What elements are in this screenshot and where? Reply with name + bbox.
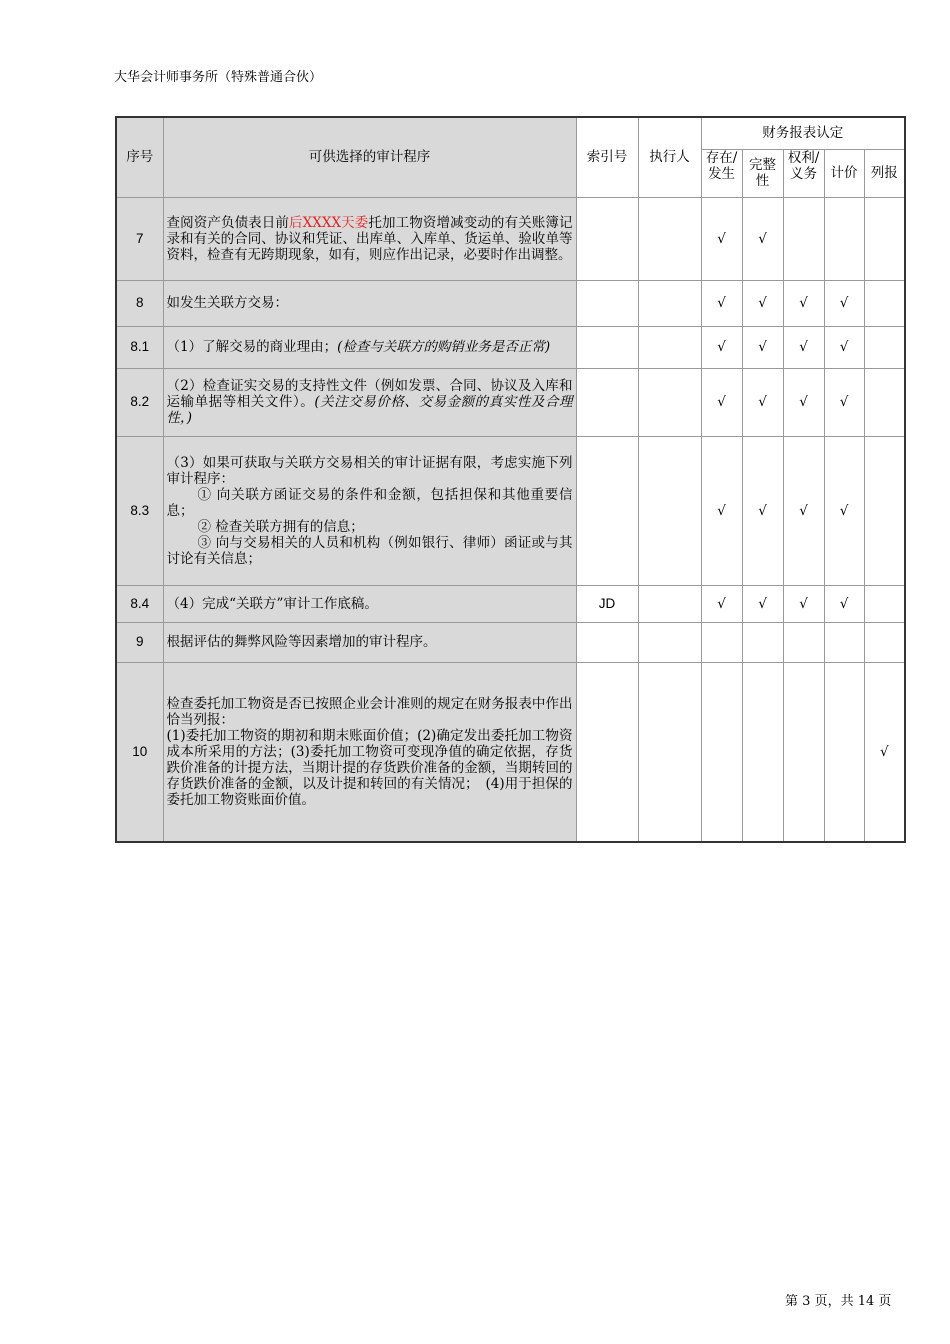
check-valuation: √ (824, 326, 864, 368)
index-cell (576, 197, 638, 280)
italic-note: (检查与关联方的购销业务是否正常) (337, 339, 551, 355)
procedure-text: （1）了解交易的商业理由；(检查与关联方的购销业务是否正常) (163, 326, 576, 368)
table-row (116, 436, 905, 585)
procedure-text: 如发生关联方交易： (163, 280, 576, 326)
check-rights: √ (783, 326, 824, 368)
check-rights: √ (783, 436, 824, 585)
check-completeness: √ (742, 436, 783, 585)
check-existence (701, 622, 742, 662)
check-completeness: √ (742, 585, 783, 622)
header-index: 索引号 (576, 117, 638, 197)
procedure-text: （4）完成“关联方”审计工作底稿。 (163, 585, 576, 622)
sub-step: ③ 向与交易相关的人员和机构（例如银行、律师）函证或与其讨论有关信息； (166, 534, 573, 567)
executor-cell (638, 280, 701, 326)
check-existence (701, 662, 742, 842)
procedure-text: 根据评估的舞弊风险等因素增加的审计程序。 (163, 622, 576, 662)
index-cell (576, 368, 638, 436)
table-row (116, 280, 905, 326)
procedure-text: （2）检查证实交易的支持性文件（例如发票、合同、协议及入库和运输单据等相关文件）。(关注交易价格、交易金额的真实性及合理性，) (163, 368, 576, 436)
table-row (116, 326, 905, 368)
sub-step: ① 向关联方函证交易的条件和金额，包括担保和其他重要信息； (166, 486, 573, 519)
check-completeness: √ (742, 326, 783, 368)
check-presentation (864, 436, 905, 585)
index-cell (576, 280, 638, 326)
sub-step: ② 检查关联方拥有的信息； (197, 518, 364, 535)
check-completeness: √ (742, 280, 783, 326)
check-rights (783, 662, 824, 842)
row-number: 8.2 (116, 368, 163, 436)
check-presentation (864, 585, 905, 622)
check-presentation (864, 326, 905, 368)
row-number: 8.3 (116, 436, 163, 585)
check-rights: √ (783, 368, 824, 436)
header-rights: 权利/义务 (783, 149, 824, 197)
header-assertions: 财务报表认定 (701, 117, 905, 149)
check-presentation (864, 197, 905, 280)
check-completeness: √ (742, 197, 783, 280)
header-executor: 执行人 (638, 117, 701, 197)
check-completeness: √ (742, 368, 783, 436)
executor-cell (638, 662, 701, 842)
check-existence: √ (701, 326, 742, 368)
check-presentation: √ (864, 662, 905, 842)
procedure-text: 查阅资产负债表日前后XXXX天委托加工物资增减变动的有关账簿记录和有关的合同、协议和凭证、出库单、入库单、货运单、验收单等资料，检查有无跨期现象，如有，则应作出记录，必要时作出调整。 (163, 197, 576, 280)
header-existence: 存在/发生 (701, 149, 742, 197)
index-cell (576, 326, 638, 368)
executor-cell (638, 436, 701, 585)
firm-name: 大华会计师事务所（特殊普通合伙） (114, 70, 323, 85)
check-rights: √ (783, 585, 824, 622)
executor-cell (638, 368, 701, 436)
check-presentation (864, 368, 905, 436)
italic-note: (关注交易价格、交易金额的真实性及合理性，) (166, 394, 573, 426)
header-completeness: 完整性 (742, 149, 783, 197)
table-row (116, 622, 905, 662)
check-valuation: √ (824, 368, 864, 436)
index-cell (576, 622, 638, 662)
executor-cell (638, 326, 701, 368)
check-existence: √ (701, 368, 742, 436)
row-number: 8.1 (116, 326, 163, 368)
procedure-text: 检查委托加工物资是否已按照企业会计准则的规定在财务报表中作出恰当列报： (1)委托加工物资的期初和期末账面价值；(2)确定发出委托加工物资成本所采用的方法；(3)委托加工物资可变现净值的确定依据，存货跌价准备的计提方法，当期计提的存货跌价准备的金额，当期转回的存货跌价准备的金额，以及计提和转回的有关情况； (4)用于担保的委托加工物资账面价值。 (163, 662, 576, 842)
header-seq: 序号 (116, 117, 163, 197)
check-valuation: √ (824, 280, 864, 326)
executor-cell (638, 622, 701, 662)
highlighted-text: 后XXXX天委 (289, 214, 369, 231)
check-rights (783, 197, 824, 280)
row-number: 7 (116, 197, 163, 280)
audit-procedure-table (115, 116, 906, 843)
check-valuation (824, 662, 864, 842)
header-valuation: 计价 (824, 149, 864, 197)
table-row (116, 368, 905, 436)
check-existence: √ (701, 280, 742, 326)
check-rights (783, 622, 824, 662)
executor-cell (638, 197, 701, 280)
index-cell (576, 436, 638, 585)
check-existence: √ (701, 436, 742, 585)
procedure-text: （3）如果可获取与关联方交易相关的审计证据有限，考虑实施下列审计程序： ① 向关联方函证交易的条件和金额，包括担保和其他重要信息； ② 检查关联方拥有的信息； ③ 向与交易相关的人员和机构（例如银行、律师）函证或与其讨论有关信息； (163, 436, 576, 585)
row-number: 9 (116, 622, 163, 662)
check-presentation (864, 280, 905, 326)
index-cell: JD (576, 585, 638, 622)
check-completeness (742, 662, 783, 842)
header-procedure: 可供选择的审计程序 (163, 117, 576, 197)
check-valuation: √ (824, 585, 864, 622)
check-existence: √ (701, 197, 742, 280)
index-cell (576, 662, 638, 842)
row-number: 8 (116, 280, 163, 326)
check-valuation (824, 197, 864, 280)
row-number: 10 (116, 662, 163, 842)
header-presentation: 列报 (864, 149, 905, 197)
executor-cell (638, 585, 701, 622)
check-existence: √ (701, 585, 742, 622)
check-completeness (742, 622, 783, 662)
page-number: 第 3 页，共 14 页 (785, 1294, 892, 1309)
check-presentation (864, 622, 905, 662)
check-valuation (824, 622, 864, 662)
check-rights: √ (783, 280, 824, 326)
table-row (116, 197, 905, 280)
row-number: 8.4 (116, 585, 163, 622)
check-valuation: √ (824, 436, 864, 585)
table-row (116, 662, 905, 842)
table-row (116, 585, 905, 622)
